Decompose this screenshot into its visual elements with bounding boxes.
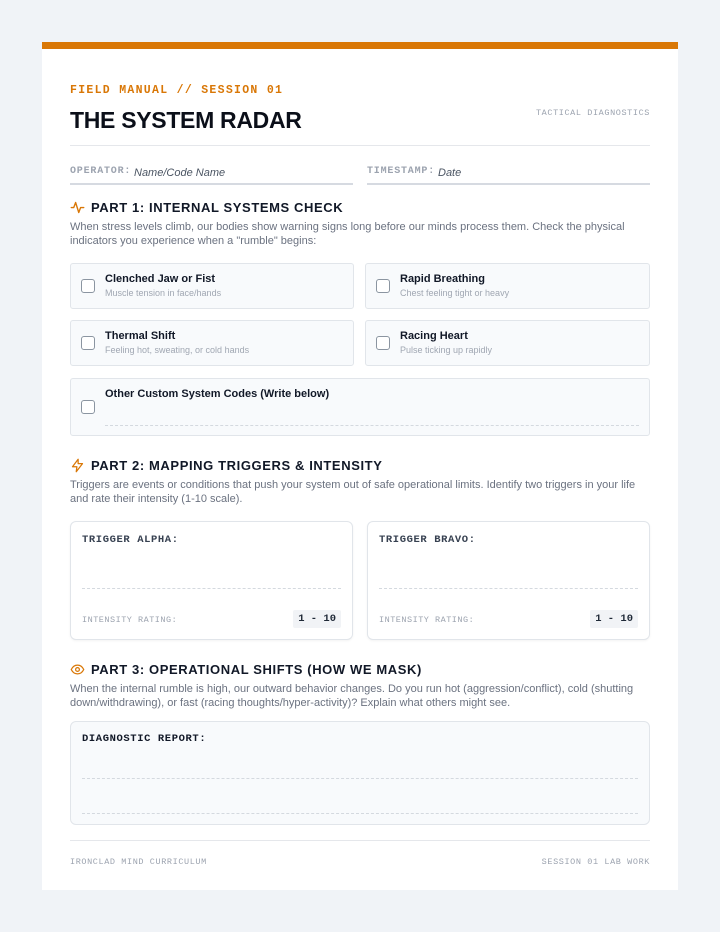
part1-header [70, 200, 343, 215]
worksheet-page [42, 42, 678, 890]
part1-title: PART 1: INTERNAL SYSTEMS CHECK [91, 200, 344, 215]
timestamp-placeholder[interactable]: Date [438, 167, 462, 179]
timestamp-label: TIMESTAMP: [367, 166, 436, 177]
report-write-line[interactable] [82, 778, 638, 779]
custom-codes-label: Other Custom System Codes (Write below) [105, 388, 330, 400]
checkbox[interactable] [376, 279, 390, 293]
intensity-scale[interactable]: 1 - 10 [590, 610, 638, 628]
check-card-subtitle: Feeling hot, sweating, or cold hands [105, 345, 250, 355]
operator-field[interactable] [70, 159, 353, 185]
intensity-rating-label: INTENSITY RATING: [82, 615, 178, 625]
part2-header [70, 458, 383, 473]
lightning-bolt-icon [70, 458, 85, 473]
trigger-write-line[interactable] [379, 588, 638, 589]
trigger-bravo-label: TRIGGER BRAVO: [379, 534, 476, 546]
part3-header [70, 662, 422, 677]
check-card-clenched-jaw[interactable] [70, 263, 354, 309]
checkbox[interactable] [81, 336, 95, 350]
part1-description: When stress levels climb, our bodies show warning signs long before our minds process them. Check the physical indicators you experience when a "rumble" begins: [70, 221, 625, 247]
checkbox[interactable] [81, 400, 95, 414]
report-write-line[interactable] [82, 813, 638, 814]
check-card-title: Clenched Jaw or Fist [105, 273, 216, 285]
check-card-custom[interactable] [70, 378, 650, 436]
intensity-scale[interactable]: 1 - 10 [293, 610, 341, 628]
operator-placeholder[interactable]: Name/Code Name [134, 167, 226, 179]
check-card-title: Rapid Breathing [400, 273, 485, 285]
checkbox[interactable] [376, 336, 390, 350]
check-card-subtitle: Chest feeling tight or heavy [400, 288, 510, 298]
trigger-alpha-label: TRIGGER ALPHA: [82, 534, 179, 546]
check-card-thermal-shift[interactable] [70, 320, 354, 366]
footer-right: SESSION 01 LAB WORK [541, 857, 650, 867]
part2-description: Triggers are events or conditions that push your system out of safe operational limits. Identify two triggers in your life and rate their intensity (1-10 scale). [70, 479, 636, 505]
intensity-rating-label: INTENSITY RATING: [379, 615, 475, 625]
diagnostic-report-label: DIAGNOSTIC REPORT: [82, 733, 207, 745]
check-card-subtitle: Pulse ticking up rapidly [400, 345, 493, 355]
trigger-bravo-card[interactable] [367, 521, 650, 640]
header-divider [70, 145, 650, 146]
check-card-rapid-breathing[interactable] [365, 263, 650, 309]
timestamp-field[interactable] [367, 159, 650, 185]
part3-title: PART 3: OPERATIONAL SHIFTS (HOW WE MASK) [91, 662, 422, 677]
check-card-subtitle: Muscle tension in face/hands [105, 288, 222, 298]
check-card-title: Thermal Shift [105, 330, 176, 342]
check-card-title: Racing Heart [400, 330, 468, 342]
page-title: THE SYSTEM RADAR [70, 107, 302, 133]
part2-title: PART 2: MAPPING TRIGGERS & INTENSITY [91, 458, 383, 473]
check-card-racing-heart[interactable] [365, 320, 650, 366]
footer-left: IRONCLAD MIND CURRICULUM [70, 857, 207, 867]
custom-write-line[interactable] [105, 425, 639, 426]
checkbox[interactable] [81, 279, 95, 293]
trigger-alpha-card[interactable] [70, 521, 353, 640]
activity-pulse-icon [70, 200, 85, 215]
diagnostic-report-box[interactable] [70, 721, 650, 825]
operator-label: OPERATOR: [70, 166, 132, 177]
tagline: TACTICAL DIAGNOSTICS [535, 108, 650, 118]
trigger-write-line[interactable] [82, 588, 341, 589]
eye-icon [70, 662, 85, 677]
footer-divider [70, 840, 650, 841]
part3-description: When the internal rumble is high, our outward behavior changes. Do you run hot (aggression/conflict), cold (shutting down/withdrawing), or fast (racing thoughts/hyper-activity)? Explain what others might see. [70, 683, 634, 709]
eyebrow: FIELD MANUAL // SESSION 01 [70, 84, 284, 97]
